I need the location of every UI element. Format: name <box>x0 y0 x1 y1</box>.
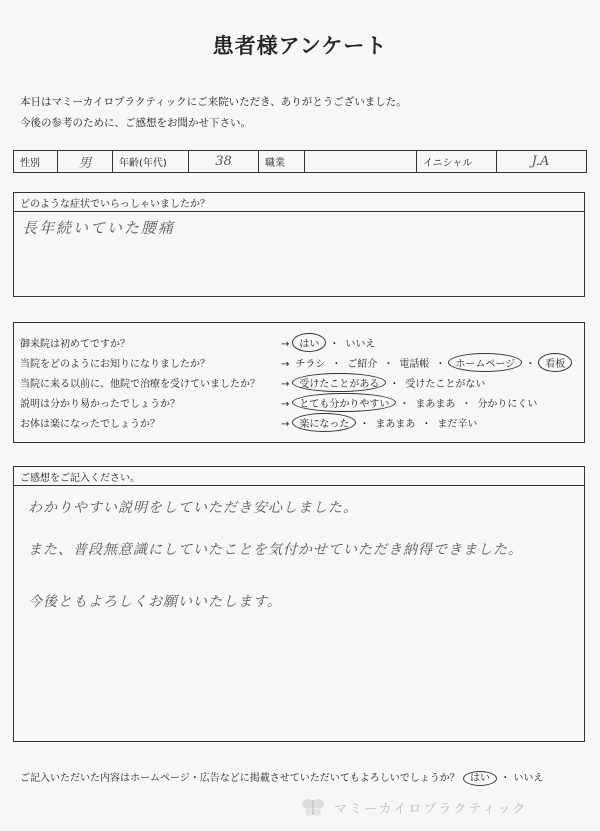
patient-info-row <box>13 150 587 173</box>
question-row <box>20 393 540 412</box>
question-text: 説明は分かり易かったでしょうか？ <box>20 399 180 410</box>
intro-text <box>20 92 407 134</box>
initial-value[interactable]: J.A <box>531 154 550 169</box>
answer-option[interactable]: ご紹介 <box>347 359 378 370</box>
answer-option[interactable]: 楽になった <box>292 413 356 432</box>
option-separator: ・ <box>399 399 410 410</box>
intro-line-1: 本日はマミーカイロプラクティックにご来院いただき、ありがとうございました。 <box>20 96 407 108</box>
answer-option[interactable]: まだ辛い <box>437 419 478 430</box>
comments-heading: ご感想をご記入ください。 <box>14 467 584 486</box>
option-separator: ・ <box>421 419 432 430</box>
job-label: 職業 <box>259 151 305 172</box>
answer-option[interactable]: はい <box>292 333 326 352</box>
arrow-icon: → <box>281 399 290 410</box>
answer-option[interactable]: 受けたことがある <box>292 373 386 392</box>
arrow-icon: → <box>281 419 290 430</box>
question-row <box>20 353 572 372</box>
answer-option[interactable]: 分かりにくい <box>477 399 538 410</box>
question-text: 当院をどのようにお知りになりましたか？ <box>20 359 210 370</box>
answer-option[interactable]: チラシ <box>295 359 326 370</box>
gender-value[interactable]: 男 <box>58 151 113 172</box>
question-row <box>20 373 488 392</box>
answer-option[interactable]: いいえ <box>345 339 376 350</box>
question-text: 御来院は初めてですか？ <box>20 339 130 350</box>
question-text: 当院に来る以前に、他院で治療を受けていましたか？ <box>20 379 260 390</box>
answer-option[interactable]: 電話帳 <box>399 359 430 370</box>
question-row <box>20 333 378 352</box>
job-value[interactable] <box>305 151 417 172</box>
age-label: 年齢(年代) <box>113 151 189 172</box>
comment-line-3[interactable]: 今後ともよろしくお願いいたします。 <box>28 594 282 610</box>
question-row <box>20 413 480 432</box>
arrow-icon: → <box>281 379 290 390</box>
comment-line-2[interactable]: また、普段無意識にしていたことを気付かせていただき納得できました。 <box>28 542 523 558</box>
option-separator: ・ <box>331 359 342 370</box>
option-separator: ・ <box>383 359 394 370</box>
answer-option[interactable]: 受けたことがない <box>405 379 486 390</box>
comment-line-1[interactable]: わかりやすい説明をしていただき安心しました。 <box>28 500 358 516</box>
arrow-icon: → <box>281 359 290 370</box>
answer-option[interactable]: まあまあ <box>415 399 456 410</box>
age-value[interactable]: 38 <box>189 151 259 172</box>
comments-box <box>13 466 585 742</box>
symptom-question: どのような症状でいらっしゃいましたか？ <box>14 193 584 212</box>
answer-option[interactable]: 看板 <box>538 353 572 372</box>
option-separator: ・ <box>389 379 400 390</box>
option-separator: ・ <box>435 359 446 370</box>
initial-label: イニシャル <box>417 151 497 172</box>
option-separator: ・ <box>525 359 536 370</box>
consent-dot: ・ <box>500 773 511 784</box>
consent-yes-option[interactable]: はい <box>463 771 497 786</box>
gender-label: 性別 <box>14 151 58 172</box>
option-separator: ・ <box>461 399 472 410</box>
option-separator: ・ <box>359 419 370 430</box>
option-separator: ・ <box>329 339 340 350</box>
footer <box>300 796 527 818</box>
arrow-icon: → <box>281 339 290 350</box>
answer-option[interactable]: ホームページ <box>448 353 522 372</box>
footer-brand: マミーカイロプラクティック <box>334 801 528 817</box>
consent-question <box>20 769 543 784</box>
answer-option[interactable]: とても分かりやすい <box>292 393 396 412</box>
consent-text: ご記入いただいた内容はホームページ・広告などに掲載させていただいてもよろしいでしょうか？ <box>20 773 460 784</box>
consent-no-option[interactable]: いいえ <box>513 773 544 784</box>
question-text: お体は楽になったでしょうか？ <box>20 419 160 430</box>
symptom-answer[interactable]: 長年続いていた腰痛 <box>22 219 176 237</box>
intro-line-2: 今後の参考のために、ご感想をお聞かせ下さい。 <box>20 117 251 129</box>
butterfly-logo-icon <box>300 796 326 818</box>
symptom-box <box>13 192 585 297</box>
page-title: 患者様アンケート <box>212 34 388 58</box>
questions-box <box>13 322 585 443</box>
answer-option[interactable]: まあまあ <box>375 419 416 430</box>
